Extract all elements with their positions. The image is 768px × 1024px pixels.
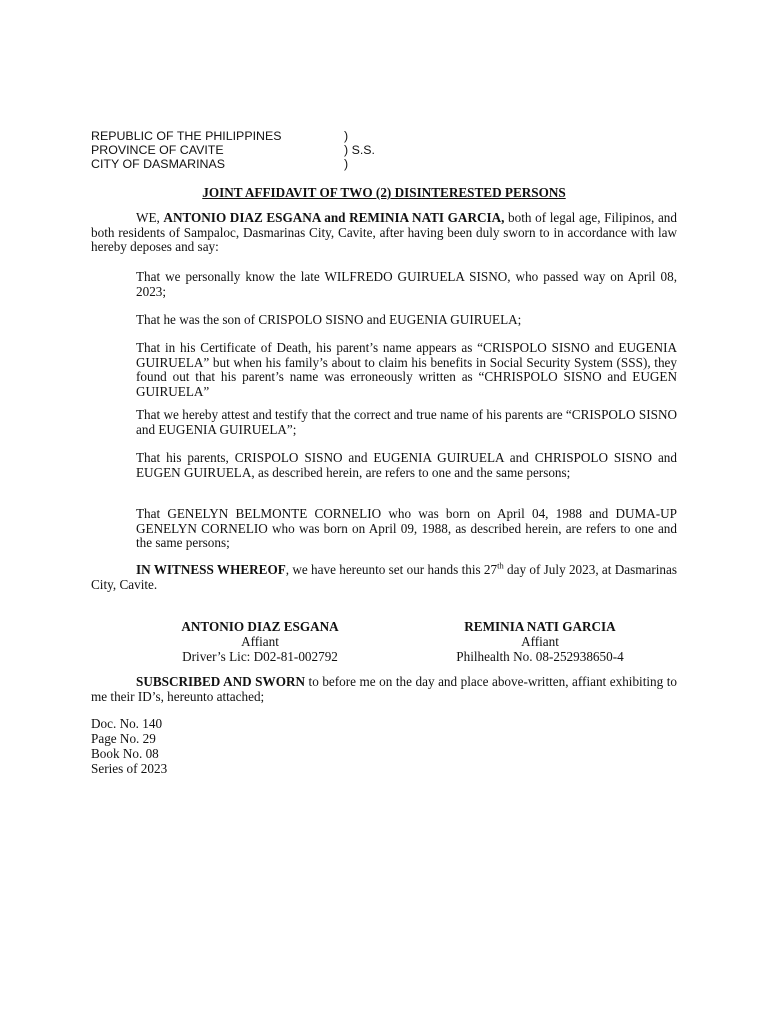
venue-mark: ) — [344, 157, 349, 171]
signatory-name: REMINIA NATI GARCIA — [464, 619, 616, 634]
signatory-id: Driver’s Lic: D02-81-002792 — [182, 649, 338, 664]
witness-paragraph — [91, 560, 678, 592]
statement-paragraph: That we hereby attest and testify that the correct and true name of his parents are “CRISPOLO SISNO and EUGENIA GUIRUELA”; — [136, 407, 677, 437]
jurat-paragraph — [91, 675, 677, 704]
witness-heading: IN WITNESS WHEREOF — [136, 562, 286, 577]
statement-paragraph: That he was the son of CRISPOLO SISNO and EUGENIA GUIRUELA; — [136, 312, 522, 327]
jurat-text: to before me on the day and place above-written, affiant exhibiting to me their ID’s, hereunto attached; — [91, 674, 678, 704]
statement-paragraph: That GENELYN BELMONTE CORNELIO who was born on April 04, 1988 and DUMA-UP GENELYN CORNELIO who was born on April 09, 1988, as described herein, are refers to one and the same persons; — [136, 506, 677, 550]
ordinal-suffix: th — [497, 560, 504, 571]
intro-paragraph — [91, 211, 677, 255]
venue-label: CITY OF DASMARINAS — [91, 157, 226, 171]
intro-we: WE, — [136, 210, 164, 225]
signatory-role: Affiant — [521, 634, 559, 649]
book-number: Book No. 08 — [91, 746, 159, 761]
venue-label: PROVINCE OF CAVITE — [91, 143, 224, 157]
affiant-names: ANTONIO DIAZ ESGANA and REMINIA NATI GARCIA, — [163, 210, 505, 225]
statement-paragraph: That in his Certificate of Death, his parent’s name appears as “CRISPOLO SISNO and EUGENIA GUIRUELA” but when his family’s about to claim his benefits in Social Security System (SSS), they found out that his parent’s name was erroneously written as “CHRISPOLO SISNO and EUGEN GUIRUELA” — [136, 340, 677, 399]
witness-text: day of July 2023, at Dasmarinas City, Cavite. — [91, 562, 678, 592]
signatory-role: Affiant — [241, 634, 279, 649]
notarial-register — [91, 716, 167, 776]
signature-block-garcia — [425, 619, 655, 664]
series-year: Series of 2023 — [91, 761, 168, 776]
venue-label: REPUBLIC OF THE PHILIPPINES — [91, 129, 282, 143]
page-number: Page No. 29 — [91, 731, 156, 746]
witness-text: , we have hereunto set our hands this 27 — [285, 562, 498, 577]
statement-paragraph: That we personally know the late WILFREDO GUIRUELA SISNO, who passed way on April 08, 2023; — [136, 269, 677, 299]
venue-mark: ) — [344, 129, 349, 143]
statement-paragraph: That his parents, CRISPOLO SISNO and EUGENIA GUIRUELA and CHRISPOLO SISNO and EUGEN GUIRUELA, as described herein, are refers to one and the same persons; — [136, 450, 677, 480]
document-title: JOINT AFFIDAVIT OF TWO (2) DISINTERESTED PERSONS — [202, 185, 566, 200]
venue-mark: ) S.S. — [344, 143, 375, 157]
jurat-heading: SUBSCRIBED AND SWORN — [136, 674, 306, 689]
doc-number: Doc. No. 140 — [91, 716, 163, 731]
intro-text: both of legal age, Filipinos, and both residents of Sampaloc, Dasmarinas City, Cavite, after having been duly sworn to in accordance with law hereby deposes and say: — [91, 210, 677, 254]
signatory-name: ANTONIO DIAZ ESGANA — [181, 619, 339, 634]
signature-block-esgana — [145, 619, 375, 664]
signatory-id: Philhealth No. 08-252938650-4 — [456, 649, 624, 664]
